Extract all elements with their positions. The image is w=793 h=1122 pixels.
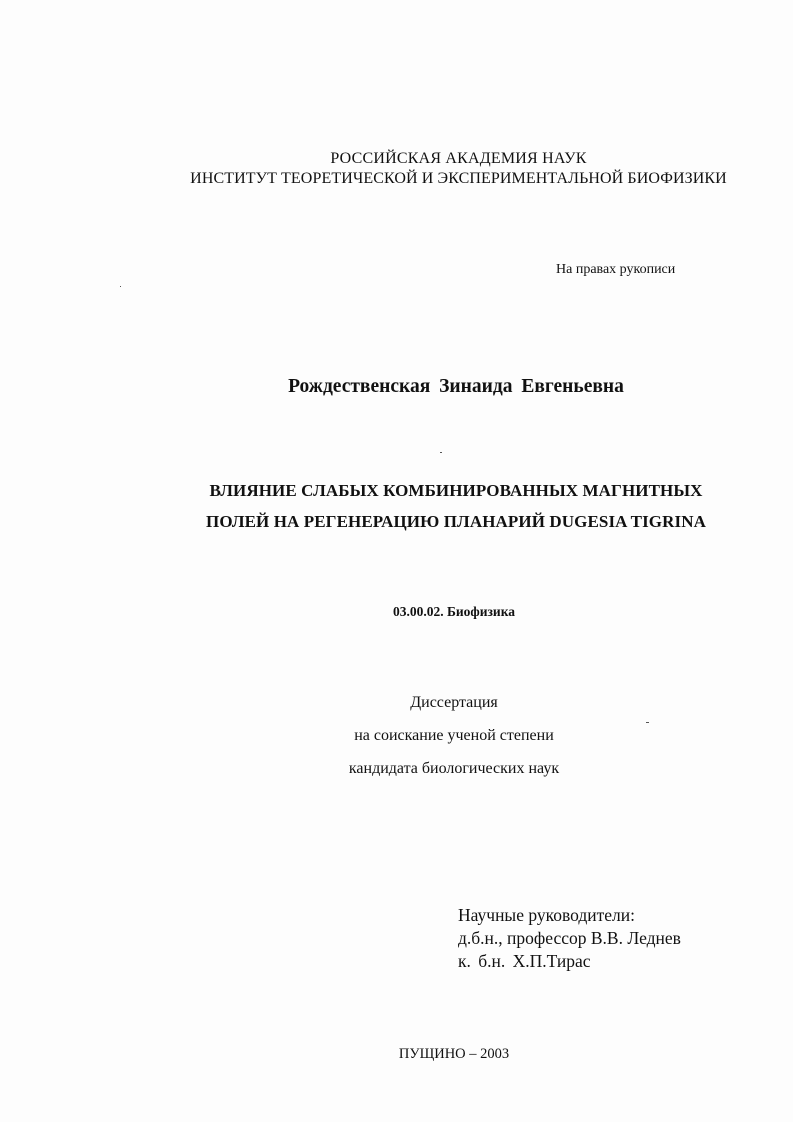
dissertation-label: Диссертация [410, 694, 498, 711]
supervisors-heading: Научные руководители: [458, 905, 635, 925]
dissertation-title-line-2: ПОЛЕЙ НА РЕГЕНЕРАЦИЮ ПЛАНАРИЙ DUGESIA TIGRINA [206, 512, 706, 531]
degree-line-2: кандидата биологических наук [348, 760, 560, 777]
scan-speck [440, 452, 442, 453]
org-line-institute: ИНСТИТУТ ТЕОРЕТИЧЕСКОЙ И ЭКСПЕРИМЕНТАЛЬНОЙ БИОФИЗИКИ [190, 170, 727, 187]
degree-line-1: на соискание ученой степени [354, 727, 554, 744]
scan-speck [646, 722, 649, 723]
dissertation-title-line-1: ВЛИЯНИЕ СЛАБЫХ КОМБИНИРОВАННЫХ МАГНИТНЫХ [209, 481, 703, 500]
supervisor-2: к. б.н. Х.П.Тирас [458, 951, 591, 971]
scan-speck [120, 286, 121, 287]
rights-note: На правах рукописи [556, 262, 676, 277]
specialty-code: 03.00.02. Биофизика [392, 604, 516, 619]
supervisor-1: д.б.н., профессор В.В. Леднев [458, 928, 681, 948]
org-line-academy: РОССИЙСКАЯ АКАДЕМИЯ НАУК [330, 150, 587, 167]
author-name: Рождественская Зинаида Евгеньевна [288, 376, 624, 397]
city-year: ПУЩИНО – 2003 [398, 1046, 510, 1062]
